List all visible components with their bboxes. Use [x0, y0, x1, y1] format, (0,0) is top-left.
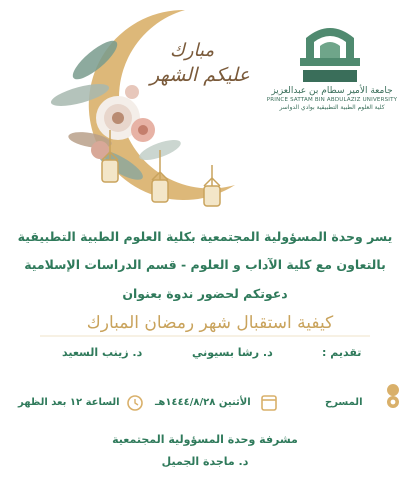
invitation-line-3: دعوتكم لحضور ندوة بعنوان — [122, 286, 288, 301]
greeting-line-2: عليكم الشهر — [150, 64, 250, 86]
presenters-label: تقديم : — [322, 346, 362, 359]
invitation-line-2: بالتعاون مع كلية الآداب و العلوم - قسم الدراسات الإسلامية — [24, 257, 386, 272]
college-name: كلية العلوم الطبية التطبيقية بوادي الدواسر — [279, 103, 385, 111]
invitation-line-1: يسر وحدة المسؤولية المجتمعية بكلية العلوم الطبية التطبيقية — [17, 229, 393, 244]
event-date: الأثنين ١٤٤٤/٨/٢٨هـ — [155, 397, 251, 408]
presenter-name-1: د. رشا بسيوني — [192, 346, 273, 359]
university-name-ar: جامعة الأمير سطام بن عبدالعزيز — [271, 86, 393, 96]
university-name-en: PRINCE SATTAM BIN ABDULAZIZ UNIVERSITY — [266, 96, 398, 103]
greeting-line-1: مبارك — [170, 40, 215, 61]
supervisor-title: مشرفة وحدة المسؤولية المجتمعية — [112, 433, 298, 446]
calendar-icon — [262, 396, 276, 410]
lecture-title: كيفية استقبال شهر رمضان المبارك — [86, 313, 334, 333]
presenter-name-2: د. زينب السعيد — [62, 346, 143, 359]
event-time: الساعة ١٢ بعد الظهر — [18, 397, 120, 408]
event-place: المسرح — [325, 397, 363, 408]
location-pin-icon — [387, 384, 399, 408]
university-logo — [262, 40, 402, 112]
clock-icon — [128, 396, 142, 410]
supervisor-name: د. ماجدة الجميل — [161, 455, 249, 468]
